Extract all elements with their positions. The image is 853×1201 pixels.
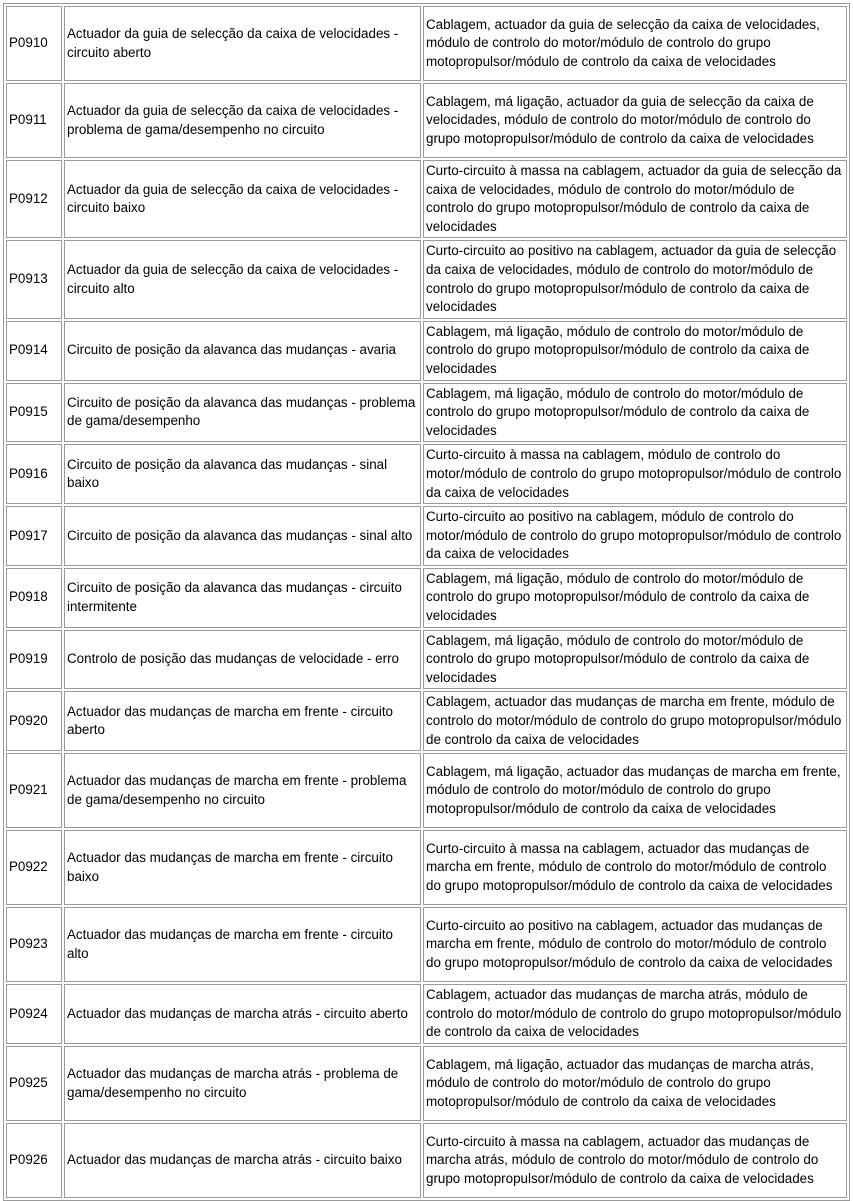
dtc-description: Actuador da guia de selecção da caixa de velocidades - circuito baixo [64, 160, 421, 238]
dtc-code: P0920 [6, 691, 62, 751]
dtc-causes: Cablagem, má ligação, módulo de controlo do motor/módulo de controlo do grupo motopropulsor/módulo de controlo da caixa de velocidades [423, 321, 847, 381]
dtc-description: Actuador das mudanças de marcha em frente - circuito baixo [64, 830, 421, 905]
dtc-description: Actuador das mudanças de marcha atrás - circuito aberto [64, 984, 421, 1044]
dtc-causes: Curto-circuito ao positivo na cablagem, actuador da guia de selecção da caixa de velocidades, módulo de controlo do motor/módulo de controlo do grupo motopropulsor/módulo de controlo da caixa de velocidades [423, 240, 847, 318]
dtc-causes: Cablagem, actuador da guia de selecção da caixa de velocidades, módulo de controlo do motor/módulo de controlo do grupo motopropulsor/módulo de controlo da caixa de velocidades [423, 6, 847, 81]
table-row [6, 830, 847, 905]
dtc-code: P0916 [6, 444, 62, 504]
dtc-causes: Cablagem, actuador das mudanças de marcha atrás, módulo de controlo do motor/módulo de controlo do grupo motopropulsor/módulo de controlo da caixa de velocidades [423, 984, 847, 1044]
table-row [6, 907, 847, 982]
dtc-code: P0911 [6, 83, 62, 158]
dtc-code: P0918 [6, 568, 62, 628]
dtc-table-body [6, 6, 847, 1198]
dtc-causes: Curto-circuito à massa na cablagem, actuador das mudanças de marcha atrás, módulo de controlo do motor/módulo de controlo do grupo motopropulsor/módulo de controlo da caixa de velocidades [423, 1123, 847, 1198]
dtc-code: P0926 [6, 1123, 62, 1198]
table-row [6, 506, 847, 566]
dtc-table [3, 3, 850, 1201]
dtc-code: P0922 [6, 830, 62, 905]
table-row [6, 6, 847, 81]
dtc-causes: Cablagem, actuador das mudanças de marcha em frente, módulo de controlo do motor/módulo de controlo do grupo motopropulsor/módulo de controlo da caixa de velocidades [423, 691, 847, 751]
dtc-description: Actuador das mudanças de marcha atrás - problema de gama/desempenho no circuito [64, 1046, 421, 1121]
dtc-description: Controlo de posição das mudanças de velocidade - erro [64, 630, 421, 690]
dtc-description: Actuador da guia de selecção da caixa de velocidades - circuito alto [64, 240, 421, 318]
table-row [6, 160, 847, 238]
dtc-code: P0913 [6, 240, 62, 318]
table-row [6, 383, 847, 443]
dtc-code: P0923 [6, 907, 62, 982]
dtc-code: P0915 [6, 383, 62, 443]
dtc-causes: Cablagem, má ligação, actuador das mudanças de marcha em frente, módulo de controlo do motor/módulo de controlo do grupo motopropulsor/módulo de controlo da caixa de velocidades [423, 753, 847, 828]
table-row [6, 321, 847, 381]
table-row [6, 568, 847, 628]
dtc-code: P0917 [6, 506, 62, 566]
dtc-causes: Cablagem, má ligação, módulo de controlo do motor/módulo de controlo do grupo motopropulsor/módulo de controlo da caixa de velocidades [423, 630, 847, 690]
dtc-causes: Cablagem, má ligação, actuador das mudanças de marcha atrás, módulo de controlo do motor/módulo de controlo do grupo motopropulsor/módulo de controlo da caixa de velocidades [423, 1046, 847, 1121]
dtc-causes: Cablagem, má ligação, módulo de controlo do motor/módulo de controlo do grupo motopropulsor/módulo de controlo da caixa de velocidades [423, 383, 847, 443]
dtc-description: Actuador da guia de selecção da caixa de velocidades - circuito aberto [64, 6, 421, 81]
dtc-description: Actuador das mudanças de marcha atrás - circuito baixo [64, 1123, 421, 1198]
dtc-code: P0919 [6, 630, 62, 690]
dtc-code: P0924 [6, 984, 62, 1044]
dtc-description: Circuito de posição da alavanca das mudanças - circuito intermitente [64, 568, 421, 628]
table-row [6, 984, 847, 1044]
dtc-description: Actuador das mudanças de marcha em frente - problema de gama/desempenho no circuito [64, 753, 421, 828]
table-row [6, 83, 847, 158]
table-row [6, 1046, 847, 1121]
dtc-code: P0910 [6, 6, 62, 81]
table-row [6, 444, 847, 504]
dtc-description: Actuador das mudanças de marcha em frente - circuito alto [64, 907, 421, 982]
dtc-code: P0925 [6, 1046, 62, 1121]
dtc-description: Circuito de posição da alavanca das mudanças - sinal baixo [64, 444, 421, 504]
dtc-causes: Cablagem, má ligação, módulo de controlo do motor/módulo de controlo do grupo motopropulsor/módulo de controlo da caixa de velocidades [423, 568, 847, 628]
dtc-causes: Cablagem, má ligação, actuador da guia de selecção da caixa de velocidades, módulo de controlo do motor/módulo de controlo do grupo motopropulsor/módulo de controlo da caixa de velocidades [423, 83, 847, 158]
dtc-description: Circuito de posição da alavanca das mudanças - problema de gama/desempenho [64, 383, 421, 443]
dtc-causes: Curto-circuito à massa na cablagem, actuador das mudanças de marcha em frente, módulo de controlo do motor/módulo de controlo do grupo motopropulsor/módulo de controlo da caixa de velocidades [423, 830, 847, 905]
dtc-description: Actuador das mudanças de marcha em frente - circuito aberto [64, 691, 421, 751]
table-row [6, 240, 847, 318]
table-row [6, 753, 847, 828]
dtc-code: P0914 [6, 321, 62, 381]
dtc-causes: Curto-circuito à massa na cablagem, actuador da guia de selecção da caixa de velocidades, módulo de controlo do motor/módulo de controlo do grupo motopropulsor/módulo de controlo da caixa de velocidades [423, 160, 847, 238]
dtc-description: Circuito de posição da alavanca das mudanças - avaria [64, 321, 421, 381]
dtc-code: P0912 [6, 160, 62, 238]
dtc-causes: Curto-circuito à massa na cablagem, módulo de controlo do motor/módulo de controlo do grupo motopropulsor/módulo de controlo da caixa de velocidades [423, 444, 847, 504]
dtc-causes: Curto-circuito ao positivo na cablagem, módulo de controlo do motor/módulo de controlo do grupo motopropulsor/módulo de controlo da caixa de velocidades [423, 506, 847, 566]
dtc-description: Actuador da guia de selecção da caixa de velocidades - problema de gama/desempenho no circuito [64, 83, 421, 158]
dtc-causes: Curto-circuito ao positivo na cablagem, actuador das mudanças de marcha em frente, módulo de controlo do motor/módulo de controlo do grupo motopropulsor/módulo de controlo da caixa de velocidades [423, 907, 847, 982]
dtc-code: P0921 [6, 753, 62, 828]
table-row [6, 630, 847, 690]
dtc-description: Circuito de posição da alavanca das mudanças - sinal alto [64, 506, 421, 566]
table-row [6, 691, 847, 751]
